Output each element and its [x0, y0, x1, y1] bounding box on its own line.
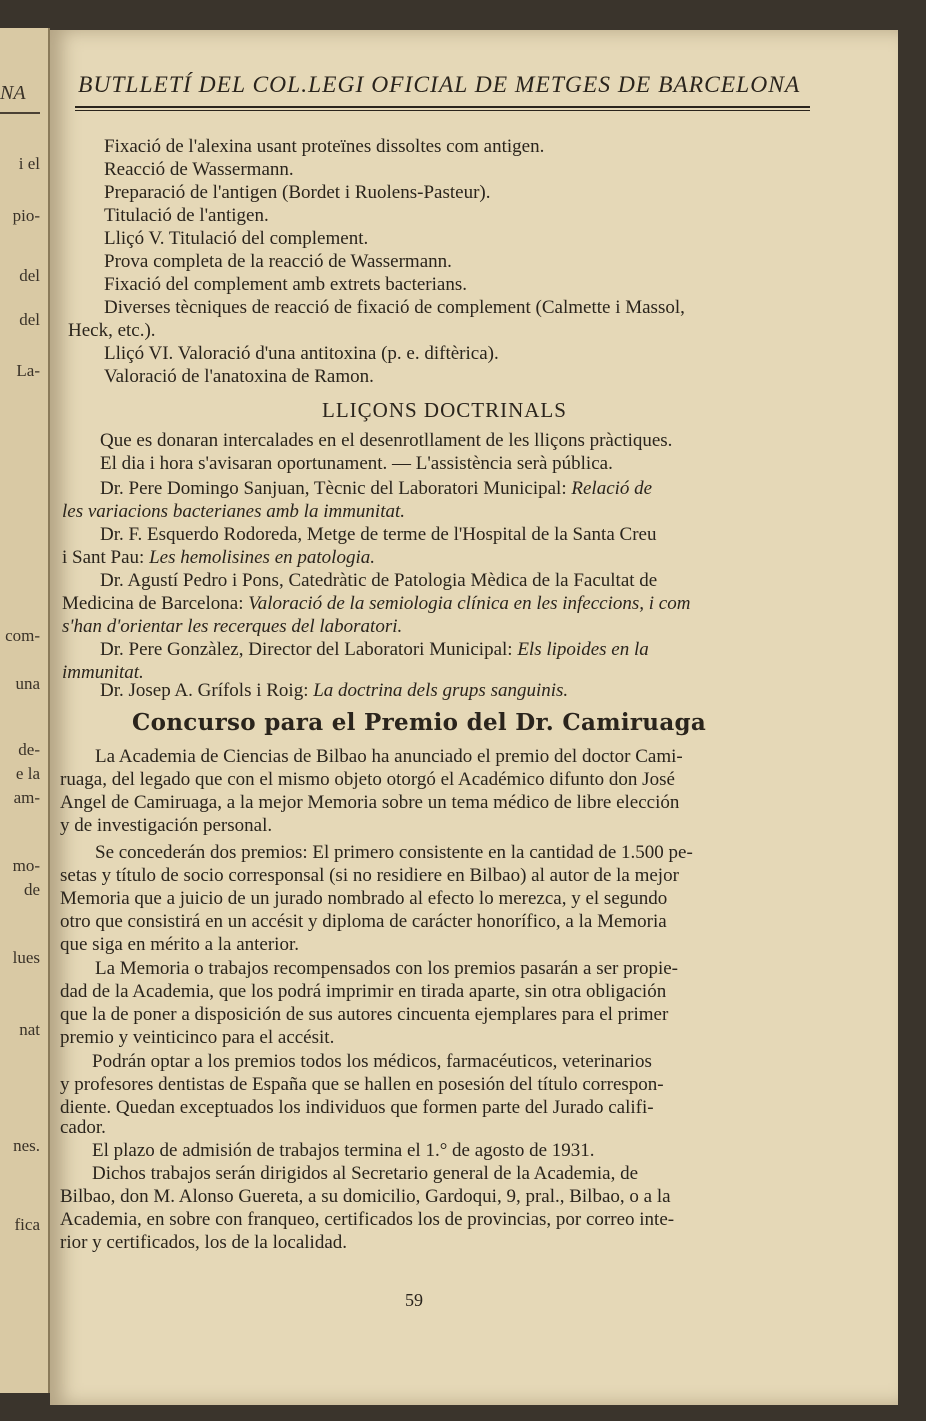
lesson-author: Medicina de Barcelona:: [62, 593, 249, 614]
header-rule-thin: [75, 110, 810, 111]
text-line: Reacció de Wassermann.: [104, 159, 294, 180]
text-line: Preparació de l'antigen (Bordet i Ruolens-Pasteur).: [104, 182, 491, 203]
text-line: Titulació de l'antigen.: [104, 205, 269, 226]
lesson-author: Dr. Agustí Pedro i Pons, Catedràtic de Patologia Mèdica de la Facultat de: [100, 570, 658, 591]
left-fragment: del: [19, 266, 40, 285]
text-line: Fixació del complement amb extrets bacterians.: [104, 274, 467, 295]
text-line: Angel de Camiruaga, a la mejor Memoria sobre un tema médico de libre elección: [60, 792, 680, 813]
left-fragment: fica: [14, 1215, 40, 1234]
left-fragment: com-: [5, 626, 40, 645]
lesson-line: [62, 593, 690, 615]
left-fragment: am-: [13, 788, 40, 807]
text-line: que siga en mérito a la anterior.: [60, 934, 299, 955]
text-line: rior y certificados, los de la localidad.: [60, 1232, 348, 1253]
page-number: 59: [405, 1290, 423, 1310]
lesson-author: Dr. Josep A. Grífols i Roig:: [100, 680, 314, 701]
lesson-line: [62, 501, 405, 523]
lesson-line: [100, 680, 568, 702]
text-line: diente. Quedan exceptuados los individuos que formen parte del Jurado califi-: [60, 1097, 654, 1118]
text-line: y de investigación personal.: [60, 815, 273, 836]
lesson-title: La doctrina dels grups sanguinis.: [313, 680, 569, 701]
lesson-title: immunitat.: [62, 662, 144, 683]
left-page-edge: [0, 28, 50, 1393]
text-line: La Memoria o trabajos recompensados con los premios pasarán a ser propie-: [95, 958, 678, 979]
lesson-title: Valoració de la semiologia clínica en les infeccions, i com: [248, 593, 691, 614]
text-line: Memoria que a juicio de un jurado nombrado al efecto lo merezca, y el segundo: [60, 888, 668, 909]
left-fragment: del: [19, 310, 40, 329]
text-line: ruaga, del legado que con el mismo objeto otorgó el Académico difunto don José: [60, 769, 675, 790]
left-fragment: una: [15, 674, 40, 693]
lesson-author: Dr. F. Esquerdo Rodoreda, Metge de terme de l'Hospital de la Santa Creu: [100, 524, 657, 545]
lesson-author: i Sant Pau:: [62, 547, 150, 568]
left-fragment: mo-: [12, 856, 40, 875]
text-line: setas y título de socio corresponsal (si no residiere en Bilbao) al autor de la mejor: [60, 865, 679, 886]
left-fragment: pio-: [12, 206, 40, 225]
text-line: que la de poner a disposición de sus autores cincuenta ejemplares para el primer: [60, 1004, 669, 1025]
lesson-line: [62, 616, 402, 638]
text-line: Diverses tècniques de reacció de fixació de complement (Calmette i Massol,: [104, 297, 685, 318]
lesson-author: Dr. Pere Gonzàlez, Director del Laboratori Municipal:: [100, 639, 518, 660]
lesson-line: [100, 524, 656, 546]
text-line: Dichos trabajos serán dirigidos al Secretario general de la Academia, de: [92, 1163, 639, 1184]
text-line: y profesores dentistas de España que se hallen en posesión del título correspon-: [60, 1074, 664, 1095]
left-fragment: La-: [16, 361, 40, 380]
text-line: cador.: [60, 1117, 106, 1138]
lesson-title: les variacions bacterianes amb la immunitat.: [62, 501, 406, 522]
text-line: premio y veinticinco para el accésit.: [60, 1027, 335, 1048]
article-heading: Concurso para el Premio del Dr. Camiruaga: [132, 709, 707, 736]
left-fragment: nat: [19, 1020, 40, 1039]
header-rule: [75, 106, 810, 108]
left-fragment: lues: [12, 948, 40, 967]
left-fragment: de: [23, 880, 40, 899]
left-fragment: de-: [18, 740, 40, 759]
lesson-title: s'han d'orientar les recerques del laboratori.: [62, 616, 403, 637]
lesson-line: [100, 478, 652, 500]
left-fragment: nes.: [13, 1136, 40, 1155]
lesson-author: Dr. Pere Domingo Sanjuan, Tècnic del Laboratori Municipal:: [100, 478, 572, 499]
running-header: BUTLLETÍ DEL COL.LEGI OFICIAL DE METGES DE BARCELONA: [78, 72, 801, 98]
lesson-title: Els lipoides en la: [517, 639, 649, 660]
text-line: Podrán optar a los premios todos los médicos, farmacéuticos, veterinarios: [92, 1051, 652, 1072]
lesson-title: Relació de: [571, 478, 653, 499]
text-line: La Academia de Ciencias de Bilbao ha anunciado el premio del doctor Cami-: [95, 746, 683, 767]
left-fragment: i el: [18, 154, 40, 173]
text-line: Que es donaran intercalades en el desenrotllament de les lliçons pràctiques.: [100, 430, 673, 451]
text-line: dad de la Academia, que los podrá imprimir en tirada aparte, sin otra obligación: [60, 981, 667, 1002]
text-line: Se concederán dos premios: El primero consistente en la cantidad de 1.500 pe-: [95, 842, 693, 863]
text-line: Fixació de l'alexina usant proteïnes dissoltes com antigen.: [104, 136, 545, 157]
text-line: Lliçó VI. Valoració d'una antitoxina (p. e. diftèrica).: [104, 343, 499, 364]
lesson-line: [100, 570, 657, 592]
left-page-rule: [0, 112, 40, 114]
text-line: Bilbao, don M. Alonso Guereta, a su domicilio, Gardoqui, 9, pral., Bilbao, o a la: [60, 1186, 671, 1207]
text-line: Prova completa de la reacció de Wassermann.: [104, 251, 452, 272]
text-line: Lliçó V. Titulació del complement.: [104, 228, 369, 249]
lesson-line: [62, 547, 375, 569]
text-line: Valoració de l'anatoxina de Ramon.: [104, 366, 374, 387]
text-line: El plazo de admisión de trabajos termina el 1.° de agosto de 1931.: [92, 1140, 595, 1161]
text-line: otro que consistirá en un accésit y diploma de carácter honorífico, a la Memoria: [60, 911, 667, 932]
lesson-title: Les hemolisines en patologia.: [149, 547, 375, 568]
text-line: Academia, en sobre con franqueo, certificados los de provincias, por correo inte-: [60, 1209, 675, 1230]
text-line: Heck, etc.).: [68, 320, 156, 341]
lesson-line: [100, 639, 649, 661]
section-title: LLIÇONS DOCTRINALS: [322, 398, 567, 422]
left-fragment: e la: [15, 764, 40, 783]
text-line: El dia i hora s'avisaran oportunament. — L'assistència serà pública.: [100, 453, 613, 474]
left-page-header: NA: [0, 82, 26, 104]
